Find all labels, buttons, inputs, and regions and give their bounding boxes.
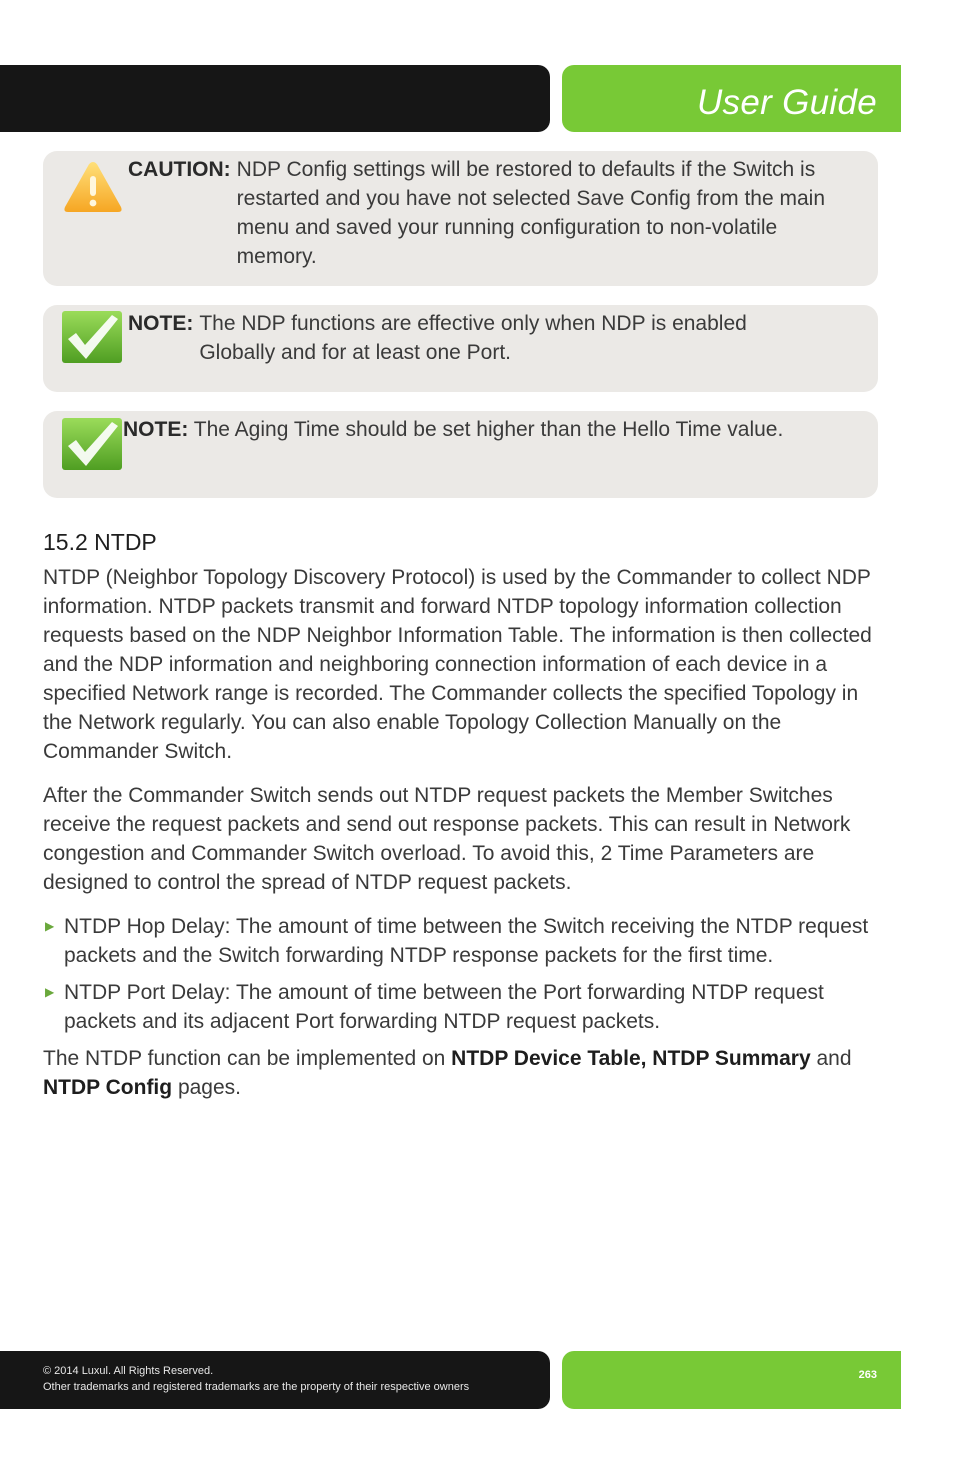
- checkmark-icon: [60, 416, 124, 472]
- caution-label: CAUTION:: [128, 158, 231, 181]
- closing-suffix: pages.: [172, 1076, 241, 1099]
- bullet-arrow-icon: ▶: [45, 919, 55, 933]
- footer-page-tab: [562, 1351, 901, 1409]
- header-bar: [0, 65, 550, 132]
- copyright-text: © 2014 Luxul. All Rights Reserved.: [43, 1365, 214, 1377]
- paragraph-closing: [43, 1044, 878, 1102]
- note-label: NOTE:: [123, 418, 189, 441]
- header-title-tab: [562, 65, 901, 132]
- note-callout-aging: [43, 411, 878, 498]
- list-item: [43, 912, 878, 970]
- section-body: [43, 563, 878, 1102]
- paragraph-intro: NTDP (Neighbor Topology Discovery Protocol) is used by the Commander to collect NDP information. NTDP packets transmit and forward NTDP topology information collection requests based on the NDP Neighbor Information Table. The information is then collected and the NDP information and neighboring connection information of each device in a specified Network range is recorded. The Commander collects the specified Topology in the Network regularly. You can also enable Topology Collection Manually on the Commander Switch.: [43, 566, 872, 763]
- footer-bar: [0, 1351, 550, 1409]
- caution-callout: [43, 151, 878, 286]
- list-item: [43, 978, 878, 1036]
- warning-icon: [62, 159, 124, 215]
- page-number: 263: [858, 1369, 877, 1381]
- note-text: The Aging Time should be set higher than the Hello Time value.: [193, 418, 784, 441]
- page-header-title: User Guide: [696, 83, 877, 122]
- bullet-arrow-icon: ▶: [45, 985, 55, 999]
- closing-bold-config: NTDP Config: [43, 1076, 173, 1099]
- closing-middle: and: [810, 1047, 852, 1070]
- section-heading: 15.2 NTDP: [43, 529, 157, 555]
- note-text: The NDP functions are effective only when NDP is enabled Globally and for at least one Port.: [199, 312, 747, 364]
- note-label: NOTE:: [128, 312, 194, 335]
- trademark-text: Other trademarks and registered trademarks are the property of their respective owners: [43, 1381, 470, 1393]
- closing-prefix: The NTDP function can be implemented on: [43, 1047, 452, 1070]
- bullet-text: NTDP Hop Delay: The amount of time between the Switch receiving the NTDP request packets and the Switch forwarding NTDP response packets for the first time.: [64, 915, 869, 967]
- paragraph-request: After the Commander Switch sends out NTDP request packets the Member Switches receive the request packets and send out response packets. This can result in Network congestion and Commander Switch overload. To avoid this, 2 Time Parameters are designed to control the spread of NTDP request packets.: [43, 784, 851, 894]
- caution-text: NDP Config settings will be restored to defaults if the Switch is restarted and you have not selected Save Config from the main menu and saved your running configuration to non-volatile memory.: [236, 158, 825, 268]
- note-callout-ndp: [43, 305, 878, 392]
- closing-bold-pages: NTDP Device Table, NTDP Summary: [451, 1047, 811, 1070]
- checkmark-icon: [60, 309, 124, 365]
- footer-text: [43, 1363, 469, 1395]
- bullet-text: NTDP Port Delay: The amount of time between the Port forwarding NTDP request packets and its adjacent Port forwarding NTDP request packets.: [64, 981, 824, 1033]
